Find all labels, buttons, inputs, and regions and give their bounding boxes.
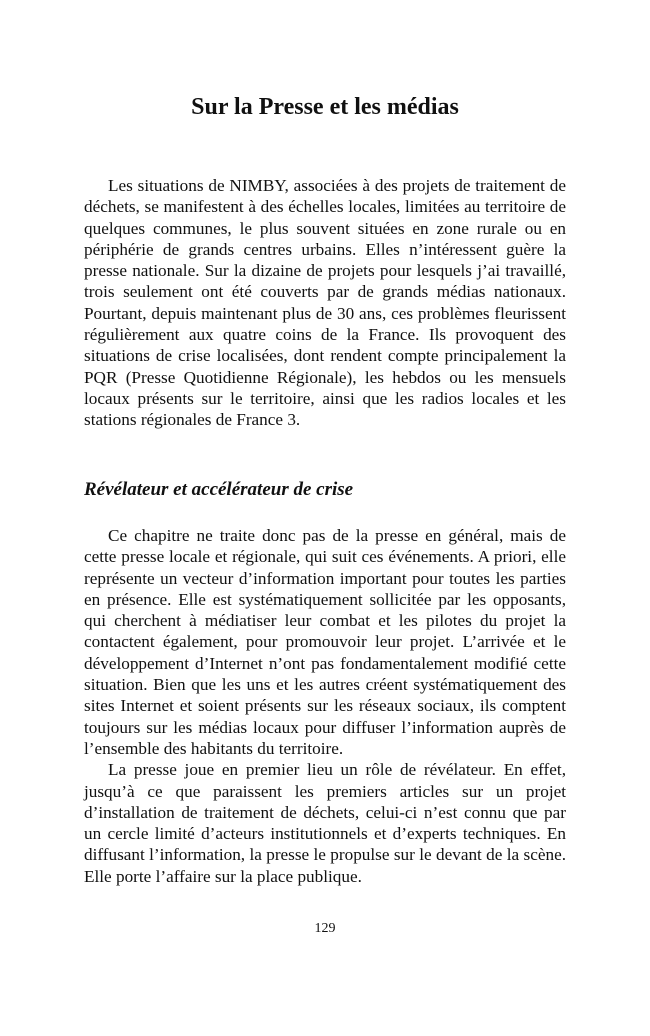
page-number: 129 bbox=[314, 921, 336, 936]
intro-block bbox=[84, 175, 566, 431]
intro-paragraph: Les situations de NIMBY, associées à des projets de traitement de déchets, se manifestent à des échelles locales, limitées au territoire de quelques communes, le plus souvent situées en zone rurale ou en périphérie de grands centres urbains. Elles n’intéressent guère la presse nationale. Sur la dizaine de projets pour lesquels j’ai travaillé, trois seulement ont été couverts par de grands médias nationaux. Pourtant, depuis maintenant plus de 30 ans, ces problèmes fleurissent régulièrement aux quatre coins de la France. Ils provoquent des situations de crise localisées, dont rendent compte principalement la PQR (Presse Quotidienne Régionale), les hebdos ou les mensuels locaux présents sur le territoire, ainsi que les radios locales et les stations régionales de France 3. bbox=[84, 176, 566, 430]
section-body bbox=[84, 525, 566, 887]
section-paragraph-2: La presse joue en premier lieu un rôle de révélateur. En effet, jusqu’à ce que paraissent les premiers articles sur un projet d’installation de traitement de déchets, celui-ci n’est connu que par un cercle limité d’acteurs institutionnels et d’experts techniques. En diffusant l’information, la presse le propulse sur le devant de la scène. Elle porte l’affaire sur la place publique. bbox=[84, 760, 566, 886]
section-heading: Révélateur et accélérateur de crise bbox=[84, 479, 354, 500]
section-paragraph-1: Ce chapitre ne traite donc pas de la presse en général, mais de cette presse locale et régionale, qui suit ces événements. A priori, elle représente un vecteur d’information important pour toutes les parties en présence. Elle est systématiquement sollicitée par les opposants, qui cherchent à médiatiser leur combat et les pilotes du projet la contactent également, pour promouvoir leur projet. L’arrivée et le développement d’Internet n’ont pas fondamentalement modifié cette situation. Bien que les uns et les autres créent systématiquement des sites Internet et soient présents sur les réseaux sociaux, ils comptent toujours sur les médias locaux pour diffuser l’information auprès de l’ensemble des habitants du territoire. bbox=[84, 526, 566, 758]
chapter-title: Sur la Presse et les médias bbox=[191, 94, 459, 120]
